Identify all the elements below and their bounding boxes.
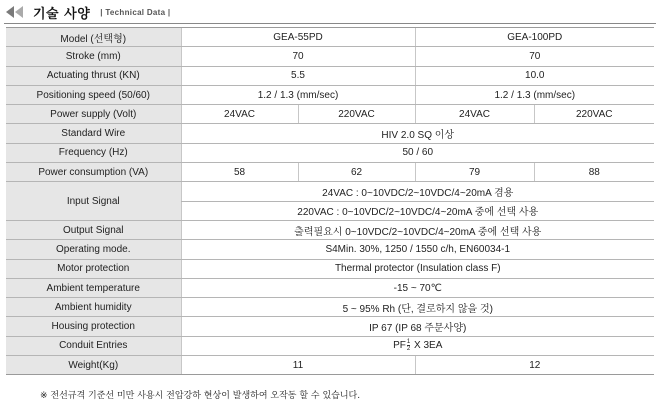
- row-label: Positioning speed (50/60): [6, 85, 181, 104]
- chevron-left-icon: [15, 6, 23, 18]
- value-cell: 220VAC : 0~10VDC/2~10VDC/4~20mA 중에 선택 사용: [181, 201, 654, 220]
- section-header: [6, 4, 170, 20]
- value-cell: 70: [415, 47, 654, 66]
- table-row: [6, 356, 654, 375]
- row-label: Ambient humidity: [6, 298, 181, 317]
- technical-data-table: [6, 27, 654, 375]
- table-row: [6, 143, 654, 162]
- conduit-prefix: PF: [393, 340, 406, 352]
- fraction-denominator: 2: [406, 346, 411, 353]
- row-label: Weight(Kg): [6, 356, 181, 375]
- row-label: Motor protection: [6, 259, 181, 278]
- value-cell: S4Min. 30%, 1250 / 1550 c/h, EN60034-1: [181, 240, 654, 259]
- conduit-suffix: X 3EA: [411, 340, 443, 352]
- table-row: [6, 105, 654, 124]
- table-row: [6, 220, 654, 239]
- row-label: Operating mode.: [6, 240, 181, 259]
- header-divider: [4, 23, 656, 24]
- table-row: [6, 182, 654, 201]
- value-cell: 62: [298, 163, 415, 182]
- table-row: [6, 85, 654, 104]
- value-cell: -15 ~ 70℃: [181, 278, 654, 297]
- value-cell: Thermal protector (Insulation class F): [181, 259, 654, 278]
- row-label: Ambient temperature: [6, 278, 181, 297]
- table-row: [6, 298, 654, 317]
- value-cell: 출력필요시 0~10VDC/2~10VDC/4~20mA 중에 선택 사용: [181, 220, 654, 239]
- value-cell: 24VAC: [181, 105, 298, 124]
- value-cell: 70: [181, 47, 415, 66]
- value-cell: 220VAC: [298, 105, 415, 124]
- row-label: Model (선택형): [6, 28, 181, 47]
- table-row: [6, 47, 654, 66]
- table-row: [6, 163, 654, 182]
- row-label: Housing protection: [6, 317, 181, 336]
- value-cell: 12: [415, 356, 654, 375]
- value-cell: [181, 336, 654, 355]
- value-cell: 220VAC: [534, 105, 654, 124]
- value-cell: 11: [181, 356, 415, 375]
- value-cell: 24VAC : 0~10VDC/2~10VDC/4~20mA 겸용: [181, 182, 654, 201]
- table-row: [6, 278, 654, 297]
- row-label: Conduit Entries: [6, 336, 181, 355]
- value-cell: 24VAC: [415, 105, 534, 124]
- row-label: Power supply (Volt): [6, 105, 181, 124]
- table-row: [6, 124, 654, 143]
- table-row: [6, 317, 654, 336]
- row-label: Output Signal: [6, 220, 181, 239]
- value-cell: 50 / 60: [181, 143, 654, 162]
- row-label: Stroke (mm): [6, 47, 181, 66]
- model-cell: GEA-55PD: [181, 28, 415, 47]
- row-label: Input Signal: [6, 182, 181, 221]
- model-cell: GEA-100PD: [415, 28, 654, 47]
- value-cell: HIV 2.0 SQ 이상: [181, 124, 654, 143]
- row-label: Frequency (Hz): [6, 143, 181, 162]
- table-row: [6, 240, 654, 259]
- value-cell: 79: [415, 163, 534, 182]
- value-cell: 1.2 / 1.3 (mm/sec): [181, 85, 415, 104]
- fraction: [407, 339, 410, 352]
- footnote: ※ 전선규격 기준선 미만 사용시 전압강하 현상이 발생하여 오작동 할 수 있습니다.: [40, 391, 361, 401]
- table-row: [6, 66, 654, 85]
- chevron-left-icon: [6, 6, 14, 18]
- value-cell: 5 ~ 95% Rh (단, 결로하지 않을 것): [181, 298, 654, 317]
- fraction-numerator: 1: [406, 339, 411, 346]
- table-row: [6, 259, 654, 278]
- value-cell: IP 67 (IP 68 주문사양): [181, 317, 654, 336]
- table-row: [6, 336, 654, 355]
- value-cell: 88: [534, 163, 654, 182]
- section-title: 기술 사양: [33, 6, 91, 22]
- row-label: Power consumption (VA): [6, 163, 181, 182]
- table-row: [6, 28, 654, 47]
- row-label: Actuating thrust (KN): [6, 66, 181, 85]
- row-label: Standard Wire: [6, 124, 181, 143]
- section-subtitle: | Technical Data |: [100, 7, 171, 17]
- value-cell: 10.0: [415, 66, 654, 85]
- value-cell: 58: [181, 163, 298, 182]
- value-cell: 1.2 / 1.3 (mm/sec): [415, 85, 654, 104]
- value-cell: 5.5: [181, 66, 415, 85]
